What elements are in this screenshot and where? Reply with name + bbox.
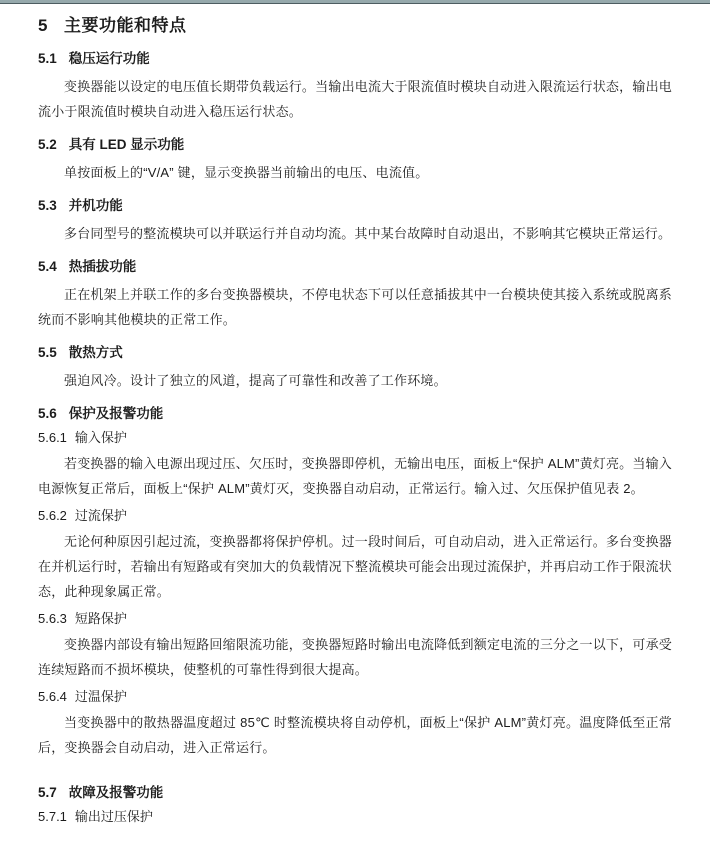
paragraph: 强迫风冷。设计了独立的风道，提高了可靠性和改善了工作环境。: [64, 373, 447, 388]
subsection-title: 输入保护: [74, 430, 127, 445]
document-page: [0, 14, 710, 836]
paragraph: 当变换器中的散热器温度超过 85℃ 时整流模块将自动停机，面板上“保护 ALM”黄灯亮。温度降低至正常后，变换器会自动启动，进入正常运行。: [38, 715, 672, 755]
page-top-border: [0, 0, 710, 4]
paragraph: 若变换器的输入电源出现过压、欠压时，变换器即停机，无输出电压，面板上“保护 ALM”黄灯亮。当输入电源恢复正常后，面板上“保护 ALM”黄灯灭，变换器自动启动，正常运行。输入过、欠压保护值见表 2。: [38, 456, 672, 496]
subsection-number: 5.6.4: [38, 689, 67, 704]
section-number: 5.5: [38, 345, 57, 360]
section-number: 5.6: [38, 406, 57, 421]
subsection-title: 过流保护: [74, 508, 127, 523]
subsection-number: 5.7.1: [38, 809, 67, 824]
paragraph: 变换器能以设定的电压值长期带负载运行。当输出电流大于限流值时模块自动进入限流运行状态，输出电流小于限流值时模块自动进入稳压运行状态。: [38, 79, 672, 119]
paragraph: 无论何种原因引起过流，变换器都将保护停机。过一段时间后，可自动启动，进入正常运行。多台变换器在并机运行时，若输出有短路或有突加大的负载情况下整流模块可能会出现过流保护，并再启动工作于限流状态，此种现象属正常。: [38, 534, 672, 599]
section-title: 具有 LED 显示功能: [68, 137, 185, 152]
section-number: 5.2: [38, 137, 57, 152]
subsection-heading-5-6-2: [38, 507, 672, 525]
section-title: 散热方式: [68, 345, 123, 360]
paragraph: 多台同型号的整流模块可以并联运行并自动均流。其中某台故障时自动退出，不影响其它模块正常运行。: [64, 226, 672, 241]
subsection-heading-5-6-4: [38, 688, 672, 706]
section-heading-5-2: [38, 136, 672, 154]
section-heading-5-1: [38, 50, 672, 68]
section-title: 并机功能: [68, 198, 123, 213]
chapter-number: 5: [38, 16, 48, 35]
section-heading-5-6: [38, 405, 672, 423]
subsection-number: 5.6.2: [38, 508, 67, 523]
paragraph: 变换器内部设有输出短路回缩限流功能，变换器短路时输出电流降低到额定电流的三分之一以下，可承受连续短路而不损坏模块，使整机的可靠性得到很大提高。: [38, 637, 672, 677]
paragraph: 正在机架上并联工作的多台变换器模块，不停电状态下可以任意插拔其中一台模块使其接入系统或脱离系统而不影响其他模块的正常工作。: [38, 287, 672, 327]
section-title: 稳压运行功能: [68, 51, 150, 66]
section-number: 5.7: [38, 785, 57, 800]
section-heading-5-7: [38, 784, 672, 802]
subsection-title: 短路保护: [74, 611, 127, 626]
chapter-heading: [38, 14, 672, 38]
section-number: 5.4: [38, 259, 57, 274]
section-title: 故障及报警功能: [68, 785, 164, 800]
section-heading-5-4: [38, 258, 672, 276]
subsection-number: 5.6.3: [38, 611, 67, 626]
section-heading-5-5: [38, 344, 672, 362]
paragraph: 单按面板上的“V/A” 键，显示变换器当前输出的电压、电流值。: [64, 165, 429, 180]
section-number: 5.3: [38, 198, 57, 213]
subsection-heading-5-6-3: [38, 610, 672, 628]
section-number: 5.1: [38, 51, 57, 66]
subsection-heading-5-6-1: [38, 429, 672, 447]
chapter-title: 主要功能和特点: [63, 16, 187, 35]
subsection-title: 过温保护: [74, 689, 127, 704]
section-title: 热插拔功能: [68, 259, 137, 274]
subsection-heading-5-7-1: [38, 808, 672, 826]
subsection-title: 输出过压保护: [74, 809, 153, 824]
section-heading-5-3: [38, 197, 672, 215]
section-title: 保护及报警功能: [68, 406, 164, 421]
subsection-number: 5.6.1: [38, 430, 67, 445]
